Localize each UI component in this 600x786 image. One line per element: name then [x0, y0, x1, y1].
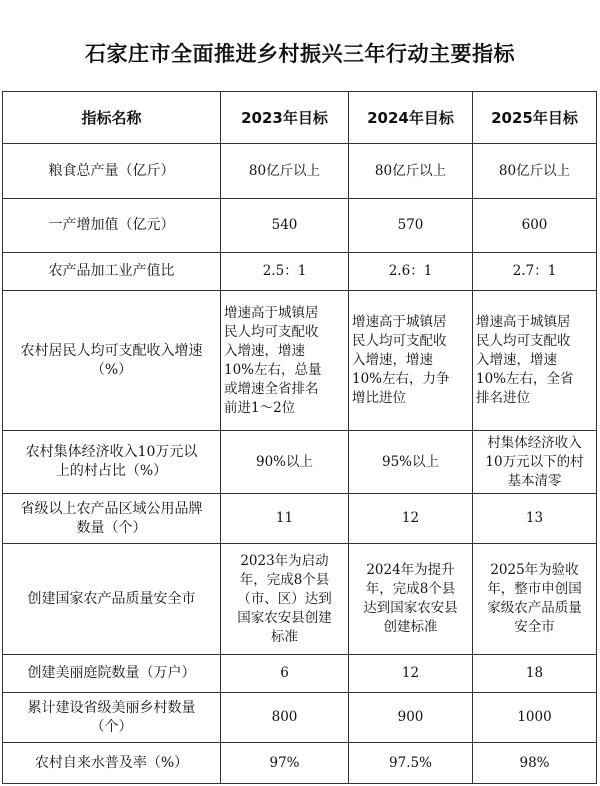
cell-2024: 2.6：1 — [349, 253, 473, 291]
cell-2023: 90%以上 — [221, 431, 349, 494]
cell-2025: 1000 — [473, 693, 597, 743]
cell-2024: 2024年为提升 年，完成8个县 达到国家农安县 创建标准 — [349, 544, 473, 655]
cell-2025: 600 — [473, 199, 597, 253]
cell-2023: 11 — [221, 494, 349, 544]
cell-2025: 2025年为验收 年，整市申创国 家级农产品质量 安全市 — [473, 544, 597, 655]
cell-2025: 80亿斤以上 — [473, 144, 597, 199]
table-row — [3, 253, 597, 291]
cell-2023: 2.5：1 — [221, 253, 349, 291]
cell-2024: 95%以上 — [349, 431, 473, 494]
cell-2025: 98% — [473, 743, 597, 784]
cell-2024: 12 — [349, 655, 473, 693]
row-name: 农村集体经济收入10万元以 上的村占比（%） — [3, 431, 221, 494]
header-indicator-name: 指标名称 — [3, 92, 221, 144]
cell-2025: 2.7：1 — [473, 253, 597, 291]
cell-2025: 13 — [473, 494, 597, 544]
cell-2023: 2023年为启动 年，完成8个县 （市、区）达到 国家农安县创建 标准 — [221, 544, 349, 655]
cell-2025: 村集体经济收入 10万元以下的村 基本清零 — [473, 431, 597, 494]
table-header-row — [3, 92, 597, 144]
cell-2024: 570 — [349, 199, 473, 253]
cell-2024: 增速高于城镇居 民人均可支配收 入增速，增速 10%左右，力争 增比进位 — [349, 291, 473, 431]
row-name: 粮食总产量（亿斤） — [3, 144, 221, 199]
cell-2024: 12 — [349, 494, 473, 544]
row-name: 累计建设省级美丽乡村数量 （个） — [3, 693, 221, 743]
table-row — [3, 494, 597, 544]
table-row — [3, 743, 597, 784]
cell-2024: 900 — [349, 693, 473, 743]
indicators-table — [2, 91, 597, 784]
table-row — [3, 291, 597, 431]
page-title: 石家庄市全面推进乡村振兴三年行动主要指标 — [85, 42, 515, 66]
row-name: 农村居民人均可支配收入增速 （%） — [3, 291, 221, 431]
cell-2023: 800 — [221, 693, 349, 743]
table-row — [3, 431, 597, 494]
cell-2023: 6 — [221, 655, 349, 693]
table-row — [3, 544, 597, 655]
cell-2024: 97.5% — [349, 743, 473, 784]
cell-2023: 增速高于城镇居 民人均可支配收 入增速，增速 10%左右，总量 或增速全省排名 前进1～2位 — [221, 291, 349, 431]
cell-2025: 18 — [473, 655, 597, 693]
table-row — [3, 655, 597, 693]
table-row — [3, 199, 597, 253]
table-row — [3, 693, 597, 743]
row-name: 省级以上农产品区域公用品牌 数量（个） — [3, 494, 221, 544]
row-name: 一产增加值（亿元） — [3, 199, 221, 253]
cell-2023: 80亿斤以上 — [221, 144, 349, 199]
cell-2025: 增速高于城镇居 民人均可支配收 入增速，增速 10%左右，全省 排名进位 — [473, 291, 597, 431]
cell-2023: 97% — [221, 743, 349, 784]
row-name: 农村自来水普及率（%） — [3, 743, 221, 784]
header-2023-target: 2023年目标 — [221, 92, 349, 144]
cell-2024: 80亿斤以上 — [349, 144, 473, 199]
header-2025-target: 2025年目标 — [473, 92, 597, 144]
header-2024-target: 2024年目标 — [349, 92, 473, 144]
row-name: 创建国家农产品质量安全市 — [3, 544, 221, 655]
row-name: 农产品加工业产值比 — [3, 253, 221, 291]
row-name: 创建美丽庭院数量（万户） — [3, 655, 221, 693]
cell-2023: 540 — [221, 199, 349, 253]
table-row — [3, 144, 597, 199]
